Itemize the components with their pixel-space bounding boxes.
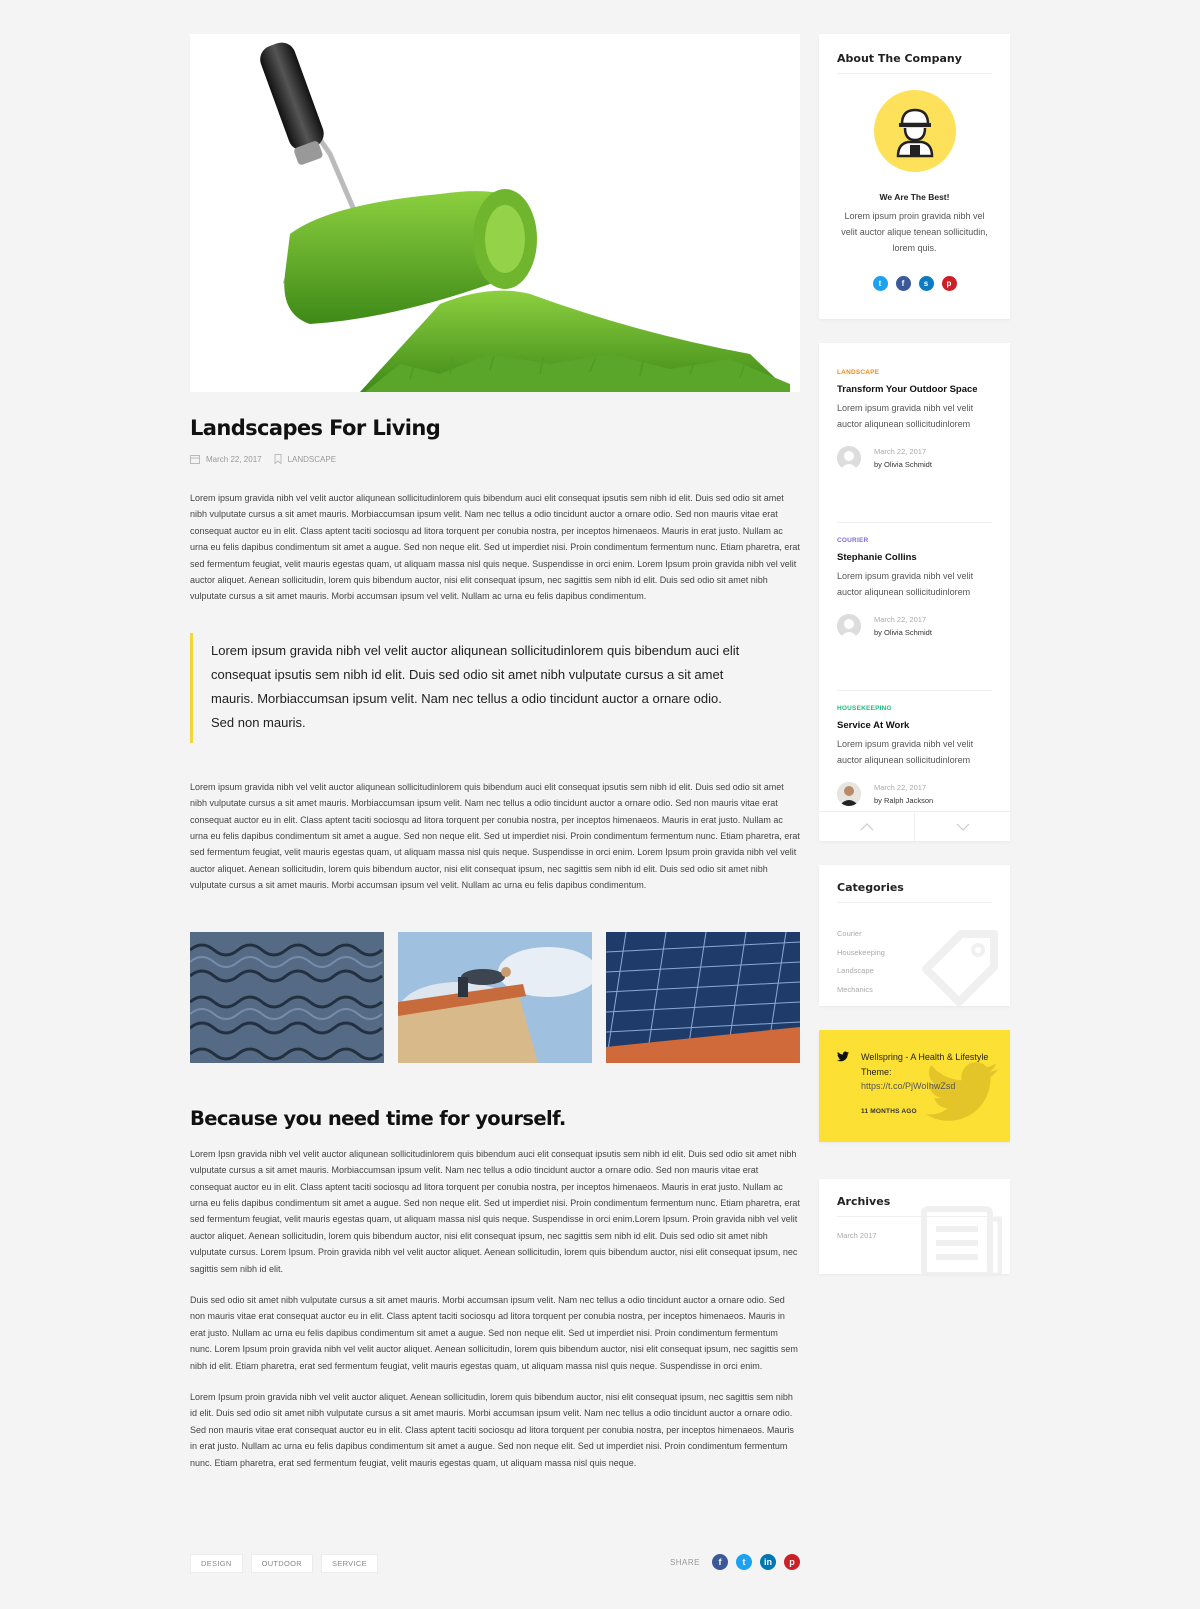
categories-widget bbox=[819, 865, 1010, 1006]
tweet-link[interactable]: https://t.co/PjWoIhwZsd bbox=[861, 1081, 956, 1091]
about-widget bbox=[819, 34, 1010, 319]
about-heading: We Are The Best! bbox=[879, 192, 950, 202]
post-title-link[interactable]: Transform Your Outdoor Space bbox=[837, 384, 978, 395]
post-date: March 22, 2017 bbox=[874, 783, 927, 792]
list-item bbox=[837, 705, 992, 825]
post-date bbox=[190, 454, 262, 464]
hero-image bbox=[190, 34, 800, 392]
calendar-icon bbox=[190, 454, 200, 464]
post-author-name: by Ralph Jackson bbox=[874, 796, 934, 805]
post-content bbox=[190, 34, 800, 1471]
category-link-courier[interactable]: Courier bbox=[837, 929, 862, 938]
archive-link-march-2017[interactable]: March 2017 bbox=[837, 1231, 877, 1240]
twitter-share-icon[interactable]: t bbox=[736, 1554, 752, 1570]
tag-outdoor[interactable]: OUTDOOR bbox=[251, 1554, 313, 1573]
post-title-link[interactable]: Stephanie Collins bbox=[837, 552, 917, 563]
twitter-icon[interactable]: t bbox=[873, 276, 888, 291]
archives-widget bbox=[819, 1179, 1010, 1274]
post-author-name: by Olivia Schmidt bbox=[874, 460, 932, 469]
pinterest-icon[interactable]: p bbox=[942, 276, 957, 291]
post-meta bbox=[874, 447, 932, 469]
chevron-down-icon bbox=[956, 823, 970, 831]
tweet bbox=[837, 1050, 992, 1115]
post-author bbox=[837, 446, 992, 470]
archives-title: Archives bbox=[837, 1195, 992, 1217]
skype-icon[interactable]: s bbox=[919, 276, 934, 291]
twitter-widget bbox=[819, 1030, 1010, 1142]
tweet-time: 11 MONTHS AGO bbox=[861, 1107, 917, 1115]
post-meta bbox=[874, 783, 933, 805]
tag-design[interactable]: DESIGN bbox=[190, 1554, 243, 1573]
post-excerpt: Lorem ipsum gravida nibh vel velit auctor aliqunean sollicitudinlorem bbox=[837, 739, 974, 765]
share-bar bbox=[670, 1554, 800, 1570]
post-excerpt: Lorem ipsum gravida nibh vel velit auctor aliqunean sollicitudinlorem bbox=[837, 571, 974, 597]
linkedin-share-icon[interactable]: in bbox=[760, 1554, 776, 1570]
worker-avatar-icon bbox=[874, 90, 956, 172]
paragraph-5: Lorem Ipsum proin gravida nibh vel velit auctor aliquet. Aenean sollicitudin, lorem quis bibendum auctor, nisi elit consequat ipsum, nec sagittis sem nibh id elit. Duis sed odio sit amet nibh vulputate cursus a sit amet mauris. Morbi accumsan ipsum velit. Nam nec tellus a odio tincidunt auctor a ornare odio. Sed non mauris vitae erat consequat auctor eu in elit. Class aptent taciti sociosqu ad litora torquent per conubia nostra, per inceptos himenaeos. Mauris in erat justo. Nullam ac urna eu felis dapibus condimentum sit amet a augue. Sed non neque elit. Sed ut imperdiet nisi. Proin condimentum fermentum nunc. Etiam pharetra, erat sed fermentum feugiat, velit mauris egestas quam, ut aliquam massa nisl quis neque. bbox=[190, 1391, 794, 1468]
post-meta bbox=[874, 615, 932, 637]
post-title-link[interactable]: Service At Work bbox=[837, 720, 910, 731]
list-item bbox=[837, 369, 992, 523]
author-photo-avatar bbox=[837, 782, 861, 806]
post-excerpt: Lorem ipsum gravida nibh vel velit auctor aliqunean sollicitudinlorem bbox=[837, 403, 974, 429]
image-gallery bbox=[190, 932, 800, 1063]
share-label: SHARE bbox=[669, 1557, 700, 1567]
post-category-text: LANDSCAPE bbox=[287, 454, 337, 464]
gallery-image-roofer[interactable] bbox=[398, 932, 592, 1063]
post-category[interactable] bbox=[274, 454, 336, 464]
slider-prev-button[interactable] bbox=[819, 812, 915, 841]
paragraph-3: Lorem Ipsn gravida nibh vel velit auctor aliqunean sollicitudinlorem quis bibendum auci elit consequat ipsutis sem nibh id elit. Duis sed odio sit amet nibh vulputate cursus a sit amet mauris. Morbiaccumsan ipsum velit. Nam nec tellus a odio tincidunt auctor a ornare odio. Sed non mauris vitae erat consequat auctor eu in elit. Class aptent taciti sociosqu ad litora torquent per conubia nostra, per inceptos himenaeos. Mauris in erat justo. Nullam ac urna eu felis dapibus condimentum sit amet a augue. Sed non neque elit. Sed ut imperdiet nisi. Proin condimentum fermentum nunc. Etiam pharetra, erat sed fermentum feugiat, velit mauris egestas quam, ut aliquam massa nisl quis neque. Suspendisse in orci enim.Lorem Ipsum. Proin gravida nibh vel velit auctor aliquet. Aenean sollicitudin, lorem quis bibendum auctor, nisi elit consequat ipsum, nec sagittis sem nibh id elit. Duis sed odio sit amet nibh vulputate cursus. Lorem Ipsum. Proin gravida nibh vel velit auctor aliquet. Aenean sollicitudin, lorem quis bibendum auctor, nisi elit consequat ipsum, nec sagittis sem nibh id elit. bbox=[190, 1148, 800, 1274]
post-title: Landscapes For Living bbox=[190, 416, 441, 440]
twitter-bird-icon bbox=[837, 1051, 849, 1062]
facebook-share-icon[interactable]: f bbox=[712, 1554, 728, 1570]
post-author bbox=[837, 614, 992, 638]
chevron-up-icon bbox=[860, 823, 874, 831]
list-item bbox=[837, 537, 992, 691]
recent-posts-list bbox=[837, 369, 992, 825]
gallery-image-solar-panels[interactable] bbox=[606, 932, 800, 1063]
category-list bbox=[837, 929, 992, 1003]
post-footer bbox=[190, 1554, 800, 1576]
tag-service[interactable]: SERVICE bbox=[321, 1554, 378, 1573]
category-link-housekeeping[interactable]: Housekeeping bbox=[837, 947, 885, 957]
recent-posts-widget bbox=[819, 343, 1010, 841]
post-meta bbox=[190, 454, 800, 464]
post-date: March 22, 2017 bbox=[874, 447, 927, 456]
paragraph-2: Lorem ipsum gravida nibh vel velit auctor aliqunean sollicitudinlorem quis bibendum auci elit consequat ipsutis sem nibh id elit. Duis sed odio sit amet nibh vulputate cursus a sit amet mauris. Morbiaccumsan ipsum velit. Nam nec tellus a odio tincidunt auctor a ornare odio. Sed non mauris vitae erat consequat auctor eu in elit. Class aptent taciti sociosqu ad litora torquent per conubia nostra, per inceptos himenaeos. Mauris in erat justo. Nullam ac urna eu felis dapibus condimentum sit amet a augue. Sed non neque elit. Sed ut imperdiet nisi. Proin condimentum fermentum nunc. Etiam pharetra, erat sed fermentum feugiat, velit mauris egestas quam, ut aliquam massa nisl quis neque. Suspendisse in orci enim. Lorem Ipsum proin gravida nibh vel velit auctor aliquet. Aenean sollicitudin, lorem quis bibendum auctor, nisi elit consequat ipsum, nec sagittis sem nibh id elit. Duis sed odio sit amet nibh vulputate cursus a sit amet mauris. Morbi accumsan ipsum vel velit. Nullam ac urna eu felis dapibus condimentum. bbox=[190, 781, 800, 891]
facebook-icon[interactable]: f bbox=[896, 276, 911, 291]
tag-list bbox=[190, 1554, 378, 1573]
paragraph-4: Duis sed odio sit amet nibh vulputate cursus a sit amet mauris. Morbi accumsan ipsum velit. Nam nec tellus a odio tincidunt auctor a ornare odio. Sed non mauris vitae erat consequat auctor eu in elit. Class aptent taciti sociosqu ad litora torquent per conubia nostra, per inceptos himenaeos. Mauris in erat justo. Nullam ac urna eu felis dapibus condimentum sit amet a augue. Sed non neque elit. Sed ut imperdiet nisi. Proin condimentum fermentum nunc. Lorem Ipsum proin gravida nibh vel velit auctor aliquet. Aenean sollicitudin, lorem quis bibendum auctor, nisi elit consequat ipsum, nec sagittis sem nibh id elit. Etiam pharetra, erat sed fermentum feugiat, velit mauris egestas quam, ut aliquam massa nisl quis neque. Suspendisse in orci enim. bbox=[190, 1294, 798, 1371]
category-link-mechanics[interactable]: Mechanics bbox=[837, 984, 873, 994]
post-date: March 22, 2017 bbox=[874, 615, 927, 624]
post-category-label[interactable]: COURIER bbox=[837, 537, 869, 544]
avatar-placeholder-icon bbox=[837, 614, 861, 638]
post-author bbox=[837, 782, 992, 806]
gallery-image-roof-tiles[interactable] bbox=[190, 932, 384, 1063]
post-category-label[interactable]: LANDSCAPE bbox=[837, 369, 880, 376]
bookmark-icon bbox=[274, 454, 282, 464]
slider-next-button[interactable] bbox=[915, 812, 1010, 841]
avatar-placeholder-icon bbox=[837, 446, 861, 470]
post-date-text: March 22, 2017 bbox=[206, 454, 262, 464]
categories-title: Categories bbox=[837, 881, 992, 903]
post-author-name: by Olivia Schmidt bbox=[874, 628, 932, 637]
about-title: About The Company bbox=[837, 52, 992, 74]
category-link-landscape[interactable]: Landscape bbox=[837, 966, 874, 975]
posts-slider-nav bbox=[819, 811, 1010, 841]
blockquote: Lorem ipsum gravida nibh vel velit auctor aliqunean sollicitudinlorem quis bibendum auci elit consequat ipsutis sem nibh id elit. Duis sed odio sit amet nibh vulputate cursus a sit amet mauris. Morbiaccumsan ipsum velit. Nam nec tellus a odio tincidunt auctor a ornare odio. Sed non mauris. bbox=[190, 633, 800, 743]
paragraph-1: Lorem ipsum gravida nibh vel velit auctor aliqunean sollicitudinlorem quis bibendum auci elit consequat ipsutis sem nibh id elit. Duis sed odio sit amet nibh vulputate cursus a sit amet mauris. Morbiaccumsan ipsum velit. Nam nec tellus a odio tincidunt auctor a ornare odio. Sed non mauris vitae erat consequat auctor eu in elit. Class aptent taciti sociosqu ad litora torquent per conubia nostra, per inceptos himenaeos. Mauris in erat justo. Nullam ac urna eu felis dapibus condimentum sit amet a augue. Sed non neque elit. Sed ut imperdiet nisi. Proin condimentum fermentum nunc. Etiam pharetra, erat sed fermentum feugiat, velit mauris egestas quam, ut aliquam massa nisl quis neque. Suspendisse in orci enim. Lorem Ipsum proin gravida nibh vel velit auctor aliquet. Aenean sollicitudin, lorem quis bibendum auctor, nisi elit consequat ipsum, nec sagittis sem nibh id elit. Duis sed odio sit amet nibh vulputate cursus a sit amet mauris. Morbi accumsan ipsum vel velit. Nullam ac urna eu felis dapibus condimentum. bbox=[190, 493, 800, 602]
section-heading: Because you need time for yourself. bbox=[190, 1106, 566, 1130]
pinterest-share-icon[interactable]: p bbox=[784, 1554, 800, 1570]
tweet-body bbox=[861, 1050, 992, 1115]
post-category-label[interactable]: HOUSEKEEPING bbox=[837, 705, 892, 712]
tweet-text: Wellspring - A Health & Lifestyle Theme: bbox=[861, 1052, 989, 1077]
about-text: Lorem ipsum proin gravida nibh vel velit auctor alique tenean sollicitudin, lorem quis. bbox=[841, 211, 988, 253]
about-social-links bbox=[819, 276, 1010, 291]
